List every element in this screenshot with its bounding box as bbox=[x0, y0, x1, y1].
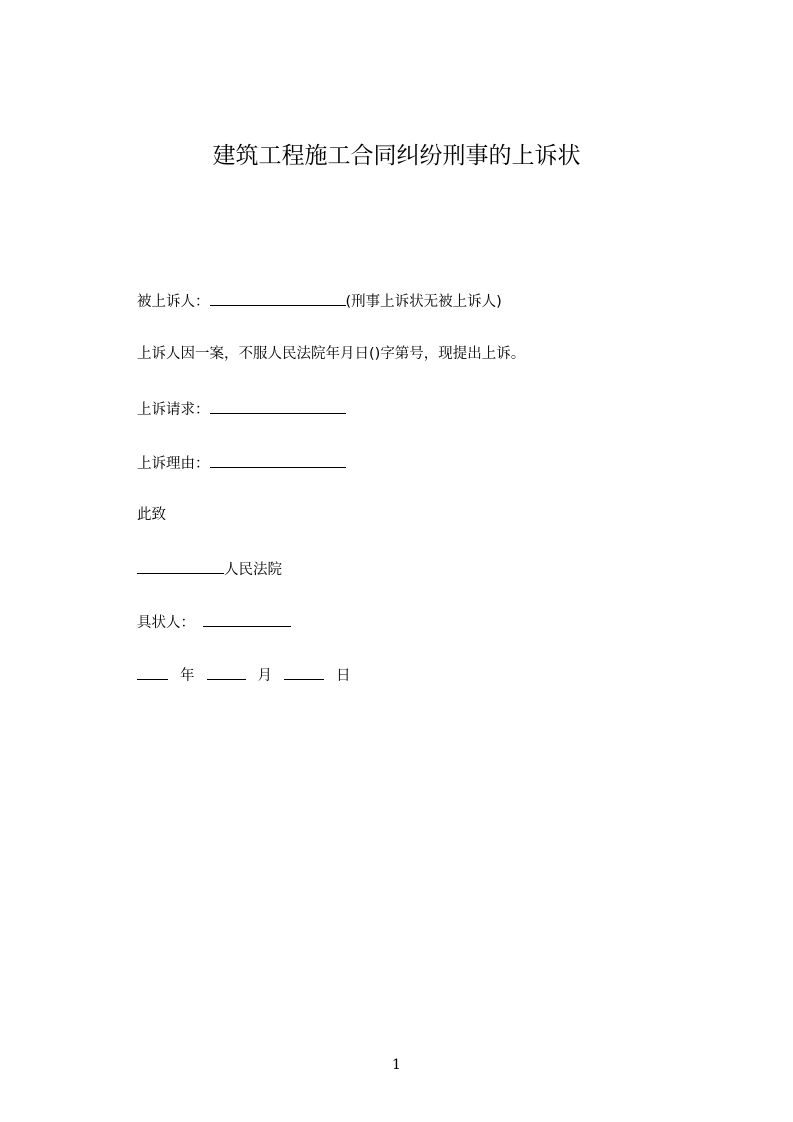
year-blank[interactable] bbox=[137, 664, 168, 680]
respondent-line bbox=[137, 290, 502, 312]
day-blank[interactable] bbox=[284, 664, 324, 680]
day-label: 日 bbox=[336, 668, 351, 684]
signer-line bbox=[137, 611, 291, 633]
request-blank[interactable] bbox=[210, 398, 346, 414]
page-number: 1 bbox=[392, 1057, 401, 1073]
reason-blank[interactable] bbox=[210, 452, 346, 468]
request-label: 上诉请求： bbox=[137, 402, 210, 418]
date-line bbox=[137, 664, 351, 686]
respondent-note: (刑事上诉状无被上诉人) bbox=[345, 294, 502, 310]
respondent-label: 被上诉人： bbox=[137, 294, 210, 310]
closing-text: 此致 bbox=[137, 507, 166, 523]
signer-blank[interactable] bbox=[203, 611, 291, 627]
court-blank[interactable] bbox=[137, 558, 224, 574]
respondent-blank[interactable] bbox=[210, 290, 346, 306]
reason-line bbox=[137, 452, 346, 474]
court-line bbox=[137, 558, 282, 580]
signer-label: 具状人： bbox=[137, 615, 195, 631]
reason-label: 上诉理由： bbox=[137, 456, 210, 472]
request-line bbox=[137, 398, 346, 420]
month-label: 月 bbox=[257, 668, 272, 684]
month-blank[interactable] bbox=[207, 664, 246, 680]
document-title: 建筑工程施工合同纠纷刑事的上诉状 bbox=[212, 143, 581, 169]
court-suffix: 人民法院 bbox=[224, 562, 282, 578]
appeal-statement: 上诉人因一案，不服人民法院年月日()字第号，现提出上诉。 bbox=[137, 346, 526, 362]
year-label: 年 bbox=[180, 668, 195, 684]
